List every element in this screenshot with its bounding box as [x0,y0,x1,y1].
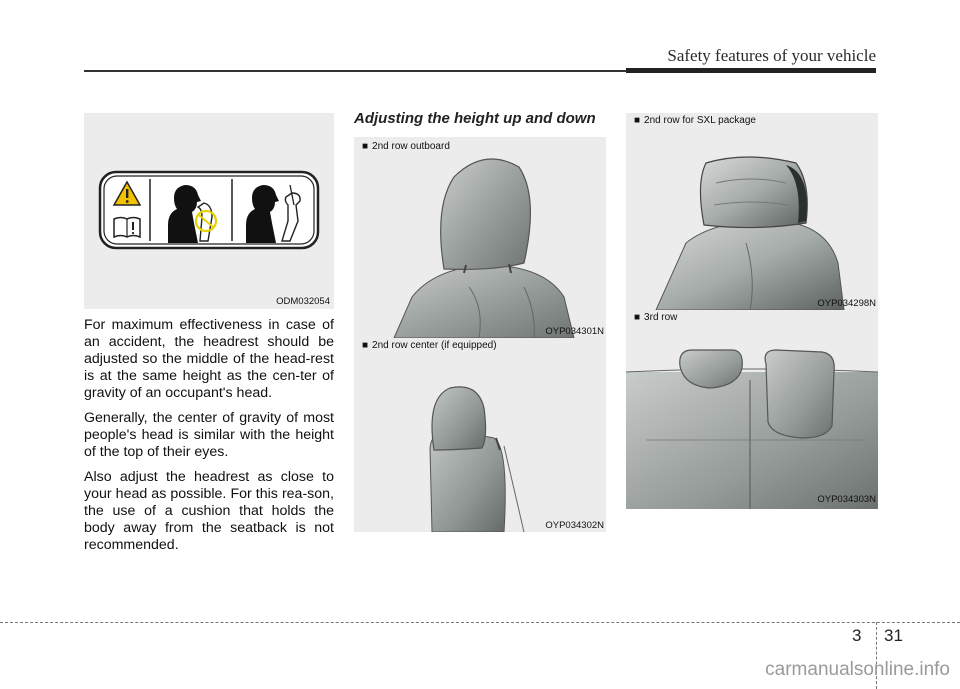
paragraph: Also adjust the headrest as close to your head as possible. For this rea-son, the use of a cushion that holds the body away from the seatback is not recommended. [84,469,334,553]
bullet-square-icon: ■ [362,141,369,152]
figure-code: OYP034302N [545,520,604,531]
chapter-number: 3 [852,626,862,645]
watermark: carmanualsonline.info [765,659,950,680]
footer-rule [0,622,960,623]
headrest-sxl-image [626,113,878,310]
headrest-outboard-image [354,137,606,338]
warning-figure [84,113,334,309]
bullet-square-icon: ■ [362,340,369,351]
figure-code: OYP034303N [817,494,876,505]
figure-2nd-row-center [354,338,606,532]
figure-code: OYP034298N [817,298,876,309]
figure-caption: ■ 2nd row center (if equipped) [362,340,497,351]
figure-code: ODM032054 [276,296,330,307]
figure-caption: ■ 2nd row for SXL package [634,115,756,126]
paragraph: Generally, the center of gravity of most people's head is similar with the height of the top of their eyes. [84,410,334,460]
page-header-title: Safety features of your vehicle [667,46,876,65]
headrest-center-image [354,338,606,532]
figure-caption: ■ 3rd row [634,312,678,323]
figure-code: OYP034301N [545,326,604,337]
section-heading: Adjusting the height up and down [354,110,596,127]
warning-pictogram [84,113,334,309]
figure-2nd-row-sxl [626,113,878,310]
page-number: 31 [884,626,903,645]
figure-caption: ■ 2nd row outboard [362,141,450,152]
manual-book-icon [114,218,140,238]
body-text [84,317,334,562]
bullet-square-icon: ■ [634,312,641,323]
header-rule-accent [626,68,876,73]
headrest-3rd-row-image [626,310,878,509]
bullet-square-icon: ■ [634,115,641,126]
figure-2nd-row-outboard [354,137,606,338]
figure-3rd-row [626,310,878,509]
paragraph: For maximum effectiveness in case of an accident, the headrest should be adjusted so the middle of the head-rest is at the same height as the cen-ter of gravity of an occupant's head. [84,317,334,401]
